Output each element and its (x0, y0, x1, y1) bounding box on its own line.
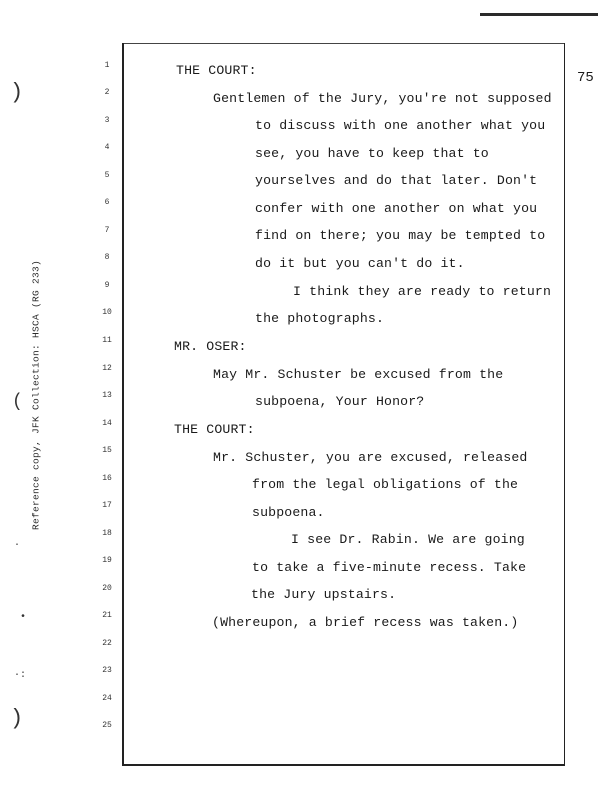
line-number: 2 (104, 88, 110, 97)
transcript-line: the photographs. (255, 311, 385, 326)
line-number: 1 (104, 61, 110, 70)
transcript-line: May Mr. Schuster be excused from the (213, 367, 504, 382)
scan-mark-dot: · (14, 540, 21, 551)
transcript-line: confer with one another on what you (255, 201, 538, 216)
transcript-line: Gentlemen of the Jury, you're not supposed (213, 91, 552, 106)
scan-mark-paren: ) (10, 706, 24, 731)
line-number: 3 (104, 116, 110, 125)
line-number: 14 (102, 419, 112, 428)
line-number: 19 (102, 556, 112, 565)
line-number: 17 (102, 501, 112, 510)
line-number: 22 (102, 639, 112, 648)
transcript-line: find on there; you may be tempted to (255, 228, 546, 243)
line-number: 13 (102, 391, 112, 400)
line-number: 7 (104, 226, 110, 235)
scan-mark-dot: • (20, 612, 27, 623)
top-rule (480, 13, 598, 16)
transcript-line: subpoena. (252, 505, 325, 520)
line-number: 5 (104, 171, 110, 180)
line-number: 23 (102, 666, 112, 675)
speaker-label: MR. OSER: (174, 339, 247, 354)
scan-mark-paren: ) (10, 80, 24, 105)
page-border-top (122, 43, 565, 44)
speaker-label: THE COURT: (174, 422, 255, 437)
line-number: 15 (102, 446, 112, 455)
line-number: 11 (102, 336, 112, 345)
transcript-line: subpoena, Your Honor? (255, 394, 425, 409)
page-border-bottom (122, 764, 565, 766)
transcript-line: the Jury upstairs. (251, 587, 397, 602)
line-number: 10 (102, 308, 112, 317)
speaker-label: THE COURT: (176, 63, 257, 78)
transcript-line: Mr. Schuster, you are excused, released (213, 450, 528, 465)
archive-reference-note: Reference copy, JFK Collection: HSCA (RG 233) (30, 259, 42, 531)
line-number: 18 (102, 529, 112, 538)
line-number: 9 (104, 281, 110, 290)
transcript-line: see, you have to keep that to (255, 146, 489, 161)
transcript-line: yourselves and do that later. Don't (255, 173, 538, 188)
transcript-line: I see Dr. Rabin. We are going (291, 532, 525, 547)
line-number: 6 (104, 198, 110, 207)
line-number: 12 (102, 364, 112, 373)
line-number: 4 (104, 143, 110, 152)
scan-mark-paren: ( (12, 392, 23, 412)
line-number: 21 (102, 611, 112, 620)
line-number: 24 (102, 694, 112, 703)
parenthetical-note: (Whereupon, a brief recess was taken.) (212, 615, 519, 630)
line-number: 8 (104, 253, 110, 262)
line-number: 16 (102, 474, 112, 483)
line-number: 25 (102, 721, 112, 730)
transcript-line: to take a five-minute recess. Take (252, 560, 527, 575)
line-number: 20 (102, 584, 112, 593)
transcript-line: I think they are ready to return (293, 284, 552, 299)
page-border-left (122, 43, 124, 765)
transcript-line: to discuss with one another what you (255, 118, 546, 133)
page-number: 75 (577, 70, 594, 86)
scan-mark-dot: ·: (14, 670, 27, 681)
transcript-line: do it but you can't do it. (255, 256, 465, 271)
transcript-line: from the legal obligations of the (252, 477, 519, 492)
page-border-right (564, 43, 565, 765)
